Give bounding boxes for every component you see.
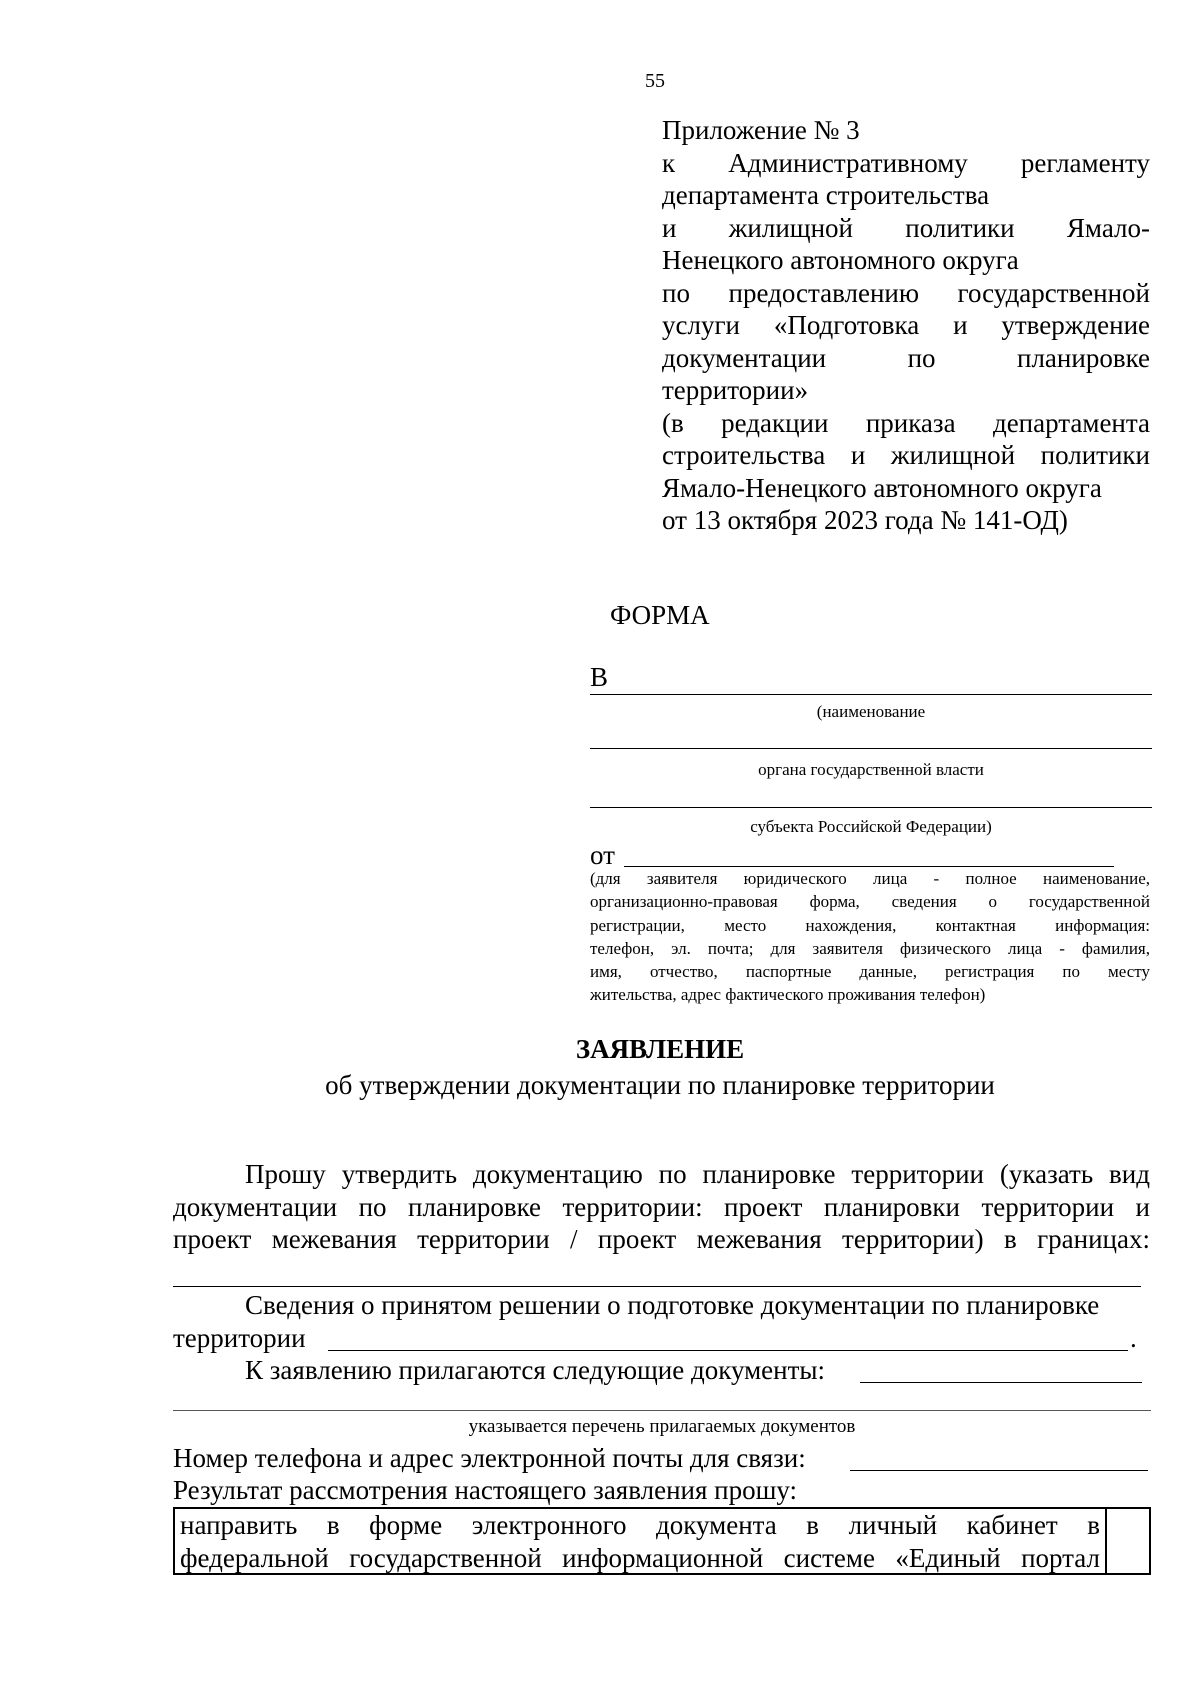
- applicant-hint-line: имя, отчество, паспортные данные, регистрация по месту: [590, 962, 1150, 982]
- appendix-line: строительства и жилищной политики: [662, 440, 1150, 470]
- request-line: проект межевания территории / проект межевания территории) в границах:: [173, 1224, 1150, 1254]
- applicant-hint-line: жительства, адрес фактического проживания телефон): [590, 985, 986, 1005]
- documents-list-line[interactable]: [173, 1410, 1151, 1411]
- appendix-line: (в редакции приказа департамента: [662, 407, 1150, 438]
- addressee-line-2[interactable]: [590, 748, 1152, 749]
- result-option-line: направить в форме электронного документа в личный кабинет в: [180, 1510, 1100, 1540]
- addressee-hint-1: (наименование: [816, 702, 926, 721]
- addressee-hint-2: органа государственной власти: [758, 760, 984, 779]
- addressee-line-3[interactable]: [590, 807, 1152, 808]
- appendix-line: документации по планировке: [662, 342, 1150, 373]
- appendix-line: услуги «Подготовка и утверждение: [662, 310, 1150, 340]
- document-title: ЗАЯВЛЕНИЕ: [575, 1034, 745, 1064]
- decision-line-1: Сведения о принятом решении о подготовке документации по планировке: [245, 1290, 1100, 1320]
- appendix-header: [662, 114, 1150, 537]
- appendix-line: и жилищной политики Ямало-: [662, 212, 1150, 243]
- result-label: Результат рассмотрения настоящего заявления прошу:: [173, 1475, 798, 1505]
- appendix-line: Приложение № 3: [662, 115, 860, 145]
- addressee-prefix: В: [590, 662, 609, 692]
- page-number: 55: [645, 70, 665, 92]
- addressee-hint-3: субъекта Российской Федерации): [750, 817, 992, 836]
- applicant-hint-line: организационно-правовая форма, сведения о государственной: [590, 892, 1150, 912]
- applicant-hint-line: регистрации, место нахождения, контактная информация:: [590, 915, 1150, 935]
- decision-period: .: [1130, 1323, 1137, 1353]
- addressee-line-1[interactable]: [590, 694, 1152, 695]
- applicant-hint-line: телефон, эл. почта; для заявителя физического лица - фамилия,: [590, 938, 1150, 958]
- request-line: документации по планировке территории: проект планировки территории и: [173, 1191, 1150, 1222]
- documents-hint: указывается перечень прилагаемых документов: [468, 1416, 856, 1437]
- documents-label: К заявлению прилагаются следующие документы:: [245, 1355, 826, 1385]
- applicant-hint-line: (для заявителя юридического лица - полное наименование,: [590, 869, 1150, 888]
- result-option-table: [173, 1507, 1151, 1575]
- appendix-line: к Административному регламенту: [662, 147, 1150, 178]
- documents-input-line[interactable]: [860, 1382, 1142, 1383]
- request-paragraph: [173, 1158, 1150, 1256]
- decision-input-line[interactable]: [328, 1350, 1128, 1351]
- applicant-prefix: от: [590, 840, 615, 870]
- appendix-line: Ямало-Ненецкого автономного округа: [662, 472, 1102, 503]
- request-line: Прошу утвердить документацию по планировке территории (указать вид: [245, 1159, 1150, 1189]
- form-label: ФОРМА: [610, 600, 710, 630]
- boundaries-line[interactable]: [173, 1286, 1141, 1287]
- contact-input-line[interactable]: [850, 1470, 1148, 1471]
- appendix-line: Ненецкого автономного округа: [662, 245, 1019, 275]
- contact-label: Номер телефона и адрес электронной почты для связи:: [173, 1443, 806, 1473]
- applicant-hint: [590, 867, 1150, 1007]
- document-subtitle: об утверждении документации по планировке территории: [325, 1070, 995, 1100]
- appendix-line: территории»: [662, 375, 809, 405]
- result-option-line: федеральной государственной информационной системе «Единый портал: [180, 1542, 1100, 1573]
- appendix-line: по предоставлению государственной: [662, 277, 1150, 308]
- result-option-text: [180, 1509, 1100, 1574]
- appendix-line: департамента строительства: [662, 180, 990, 210]
- result-option-checkbox[interactable]: [1105, 1509, 1149, 1573]
- decision-line-2: территории: [173, 1323, 306, 1353]
- appendix-line: от 13 октября 2023 года № 141-ОД): [662, 505, 1068, 535]
